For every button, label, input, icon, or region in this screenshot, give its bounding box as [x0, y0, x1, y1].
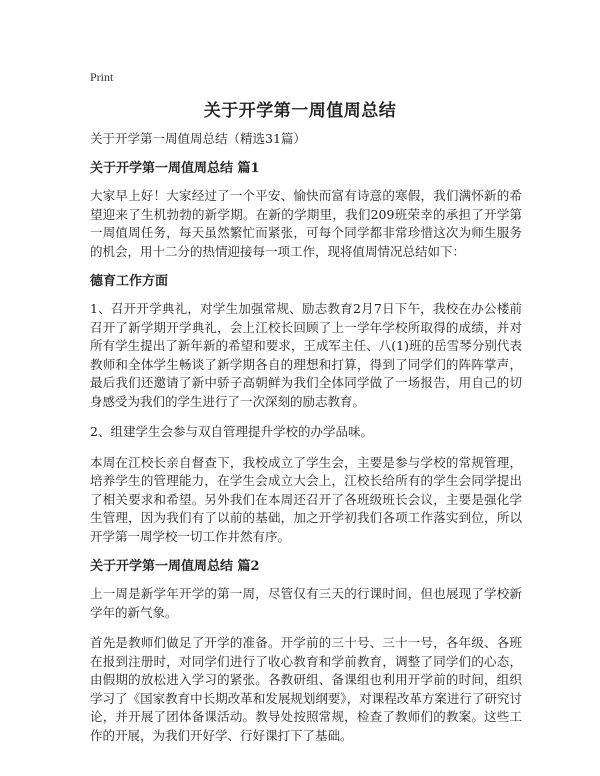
print-label[interactable]: Print: [90, 70, 114, 84]
document-subtitle: 关于开学第一周值周总结（精选31篇）: [90, 131, 306, 146]
paragraph: 上一周是新学年开学的第一周，尽管仅有三天的行课时间，但也展现了学校新学年的新气象。: [90, 586, 522, 620]
paragraph: 2、组建学生会参与双自管理提升学校的办学品味。: [90, 424, 373, 439]
paragraph: 本周在江校长亲自督查下，我校成立了学生会，主要是参与学校的常规管理，培养学生的管理能力，在学生会成立大会上，江校长给所有的学生会同学提出了相关要求和希望。另外我们在本周还召开了各班级班长会议，主要是强化学生管理，因为我们有了以前的基础，加之开学初我们各项工作落实到位，所以开学第一周学校一切工作井然有序。: [90, 454, 522, 544]
section-heading-2: 关于开学第一周值周总结 篇2: [90, 559, 260, 574]
section-heading-1: 关于开学第一周值周总结 篇1: [90, 161, 260, 176]
page-title: 关于开学第一周值周总结: [203, 101, 397, 121]
section-heading-moral-education: 德育工作方面: [90, 274, 169, 289]
document-body: [90, 130, 522, 757]
paragraph: 大家早上好！大家经过了一个平安、愉快而富有诗意的寒假，我们满怀新的希望迎来了生机勃勃的新学期。在新的学期里，我们209班荣幸的承担了开学第一周值周任务，每天虽然繁忙而紧张，可每个同学都非常珍惜这次为师生服务的机会，用十二分的热情迎接每一项工作，现将值周情况总结如下：: [90, 188, 522, 259]
paragraph: 1、召开开学典礼，对学生加强常规、励志教育2月7日下午，我校在办公楼前召开了新学期开学典礼，会上江校长回顾了上一学年学校所取得的成绩，并对所有学生提出了新年新的希望和要求，王成军主任、八(1)班的岳雪琴分别代表教师和全体学生畅谈了新学期各自的理想和打算，得到了同学们的阵阵掌声，最后我们还邀请了新中骄子高朝鲜为我们全体同学做了一场报告，用自己的切身感受为我们的学生进行了一次深刻的励志教育。: [90, 301, 522, 409]
paragraph: 首先是教师们做足了开学的准备。开学前的三十号、三十一号，各年级、各班在报到注册时，对同学们进行了收心教育和学前教育，调整了同学们的心态，由假期的放松进入学习的紧张。各教研组、备课组也利用开学前的时间，组织学习了《国家教育中长期改革和发展规划纲要》，对课程改革方案进行了研究讨论，并开展了团体备课活动。教导处按照常规，检查了教师们的教案。这些工作的开展，为我们开好学、行好课打下了基础。: [90, 635, 522, 743]
